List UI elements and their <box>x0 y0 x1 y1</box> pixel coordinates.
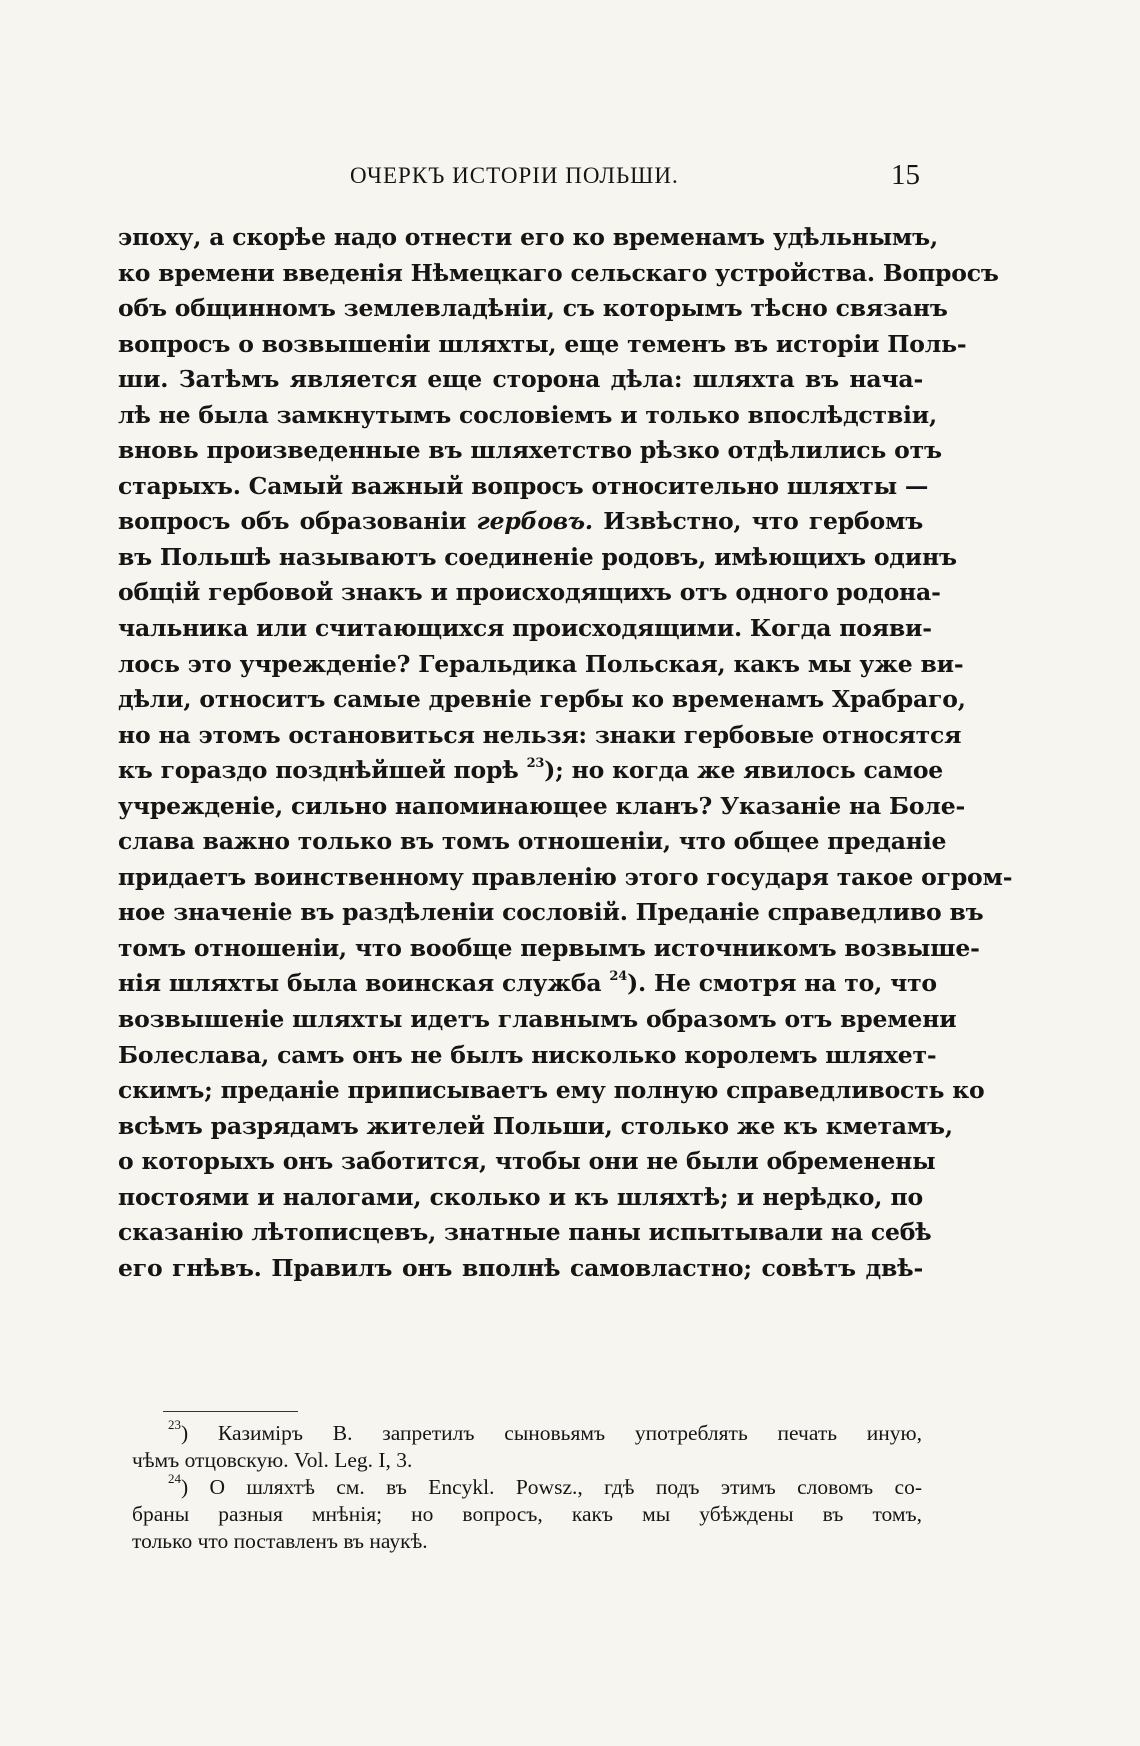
footnote-marker: 23 <box>168 1417 181 1432</box>
text-line: всѣмъ разрядамъ жителей Польши, столько же къ кметамъ, <box>118 1111 953 1140</box>
text-line: ко времени введенія Нѣмецкаго сельскаго устройства. Вопросъ <box>118 258 999 287</box>
footnote-line: браны разныя мнѣнія; но вопросъ, какъ мы убѣждены въ томъ, <box>132 1502 922 1526</box>
text-line: чальника или считающихся происходящими. Когда появи- <box>118 614 932 643</box>
running-title: ОЧЕРКЪ ИСТОРІИ ПОЛЬШИ. <box>350 163 679 188</box>
text-line: ное значеніе въ раздѣленіи сословій. Преданіе справедливо въ <box>118 898 984 927</box>
footnote-line: только что поставленъ въ наукѣ. <box>132 1529 428 1553</box>
text-line: учрежденіе, сильно напоминающее кланъ? Указаніе на Боле- <box>118 791 966 820</box>
text-line: но на этомъ остановиться нельзя: знаки гербовые относятся <box>118 720 962 749</box>
text-fragment: ). Не смотря на то, что <box>627 969 937 998</box>
footnote-line <box>132 1471 922 1501</box>
footnote-text: ) О шляхтѣ см. въ Encykl. Powsz., гдѣ подъ этимъ словомъ со- <box>181 1475 922 1499</box>
text-fragment: нія шляхты была воинская служба <box>118 969 602 998</box>
text-line: лось это учрежденіе? Геральдика Польская, какъ мы уже ви- <box>118 649 964 678</box>
text-line <box>118 753 944 789</box>
text-line <box>118 504 923 540</box>
text-line <box>118 966 937 1002</box>
text-fragment: Извѣстно, что гербомъ <box>603 507 924 536</box>
page-header <box>120 159 920 203</box>
footnote-ref: 24 <box>609 969 628 985</box>
text-fragment: ); но когда же явилось самое <box>544 756 944 785</box>
italic-term: гербовъ. <box>476 507 593 536</box>
text-line: о которыхъ онъ заботится, чтобы они не были обременены <box>118 1147 936 1176</box>
footnote-line: чѣмъ отцовскую. Vol. Leg. I, 3. <box>132 1448 413 1472</box>
text-line: томъ отношеніи, что вообще первымъ источникомъ возвыше- <box>118 933 980 962</box>
text-line: постоями и налогами, сколько и къ шляхтѣ; и нерѣдко, по <box>118 1182 923 1211</box>
text-fragment: вопросъ объ образованіи <box>118 507 467 536</box>
text-line: скимъ; преданіе приписываетъ ему полную справедливость ко <box>118 1076 985 1105</box>
text-line: сказанію лѣтописцевъ, знатные паны испытывали на себѣ <box>118 1218 932 1247</box>
footnote-marker: 24 <box>168 1471 181 1486</box>
text-line: лѣ не была замкнутымъ сословіемъ и только впослѣдствіи, <box>118 400 937 429</box>
text-line: дѣли, относитъ самые древніе гербы ко временамъ Храбраго, <box>118 685 966 714</box>
text-line: Болеслава, самъ онъ не былъ нисколько королемъ шляхет- <box>118 1040 937 1069</box>
footnotes <box>132 1417 922 1555</box>
text-line: придаетъ воинственному правленію этого государя такое огром- <box>118 862 1013 891</box>
text-line: общій гербовой знакъ и происходящихъ отъ одного родона- <box>118 578 941 607</box>
text-line: вопросъ о возвышеніи шляхты, еще теменъ въ исторіи Поль- <box>118 329 967 358</box>
text-line: ши. Затѣмъ является еще сторона дѣла: шляхта въ нача- <box>118 365 923 394</box>
text-line: слава важно только въ томъ отношеніи, что общее преданіе <box>118 827 947 856</box>
text-line: объ общинномъ землевладѣніи, съ которымъ тѣсно связанъ <box>118 294 948 323</box>
page-number: 15 <box>891 159 920 191</box>
text-line: его гнѣвъ. Правилъ онъ вполнѣ самовластно; совѣтъ двѣ- <box>118 1253 923 1282</box>
footnote-text: ) Казиміръ В. запретилъ сыновьямъ употреблять печать иную, <box>181 1421 922 1445</box>
text-line: старыхъ. Самый важный вопросъ относительно шляхты — <box>118 471 929 500</box>
text-line: возвышеніе шляхты идетъ главнымъ образомъ отъ времени <box>118 1005 957 1034</box>
footnote-line <box>132 1417 922 1447</box>
text-fragment: къ гораздо позднѣйшей порѣ <box>118 756 519 785</box>
footnote-ref: 23 <box>526 756 545 772</box>
text-line: эпоху, а скорѣе надо отнести его ко временамъ удѣльнымъ, <box>118 223 938 251</box>
footnote-divider <box>163 1411 298 1412</box>
text-line: вновь произведенные въ шляхетство рѣзко отдѣлились отъ <box>118 436 942 465</box>
main-text <box>118 220 1013 1286</box>
text-line: въ Польшѣ называютъ соединеніе родовъ, имѣющихъ одинъ <box>118 542 957 571</box>
